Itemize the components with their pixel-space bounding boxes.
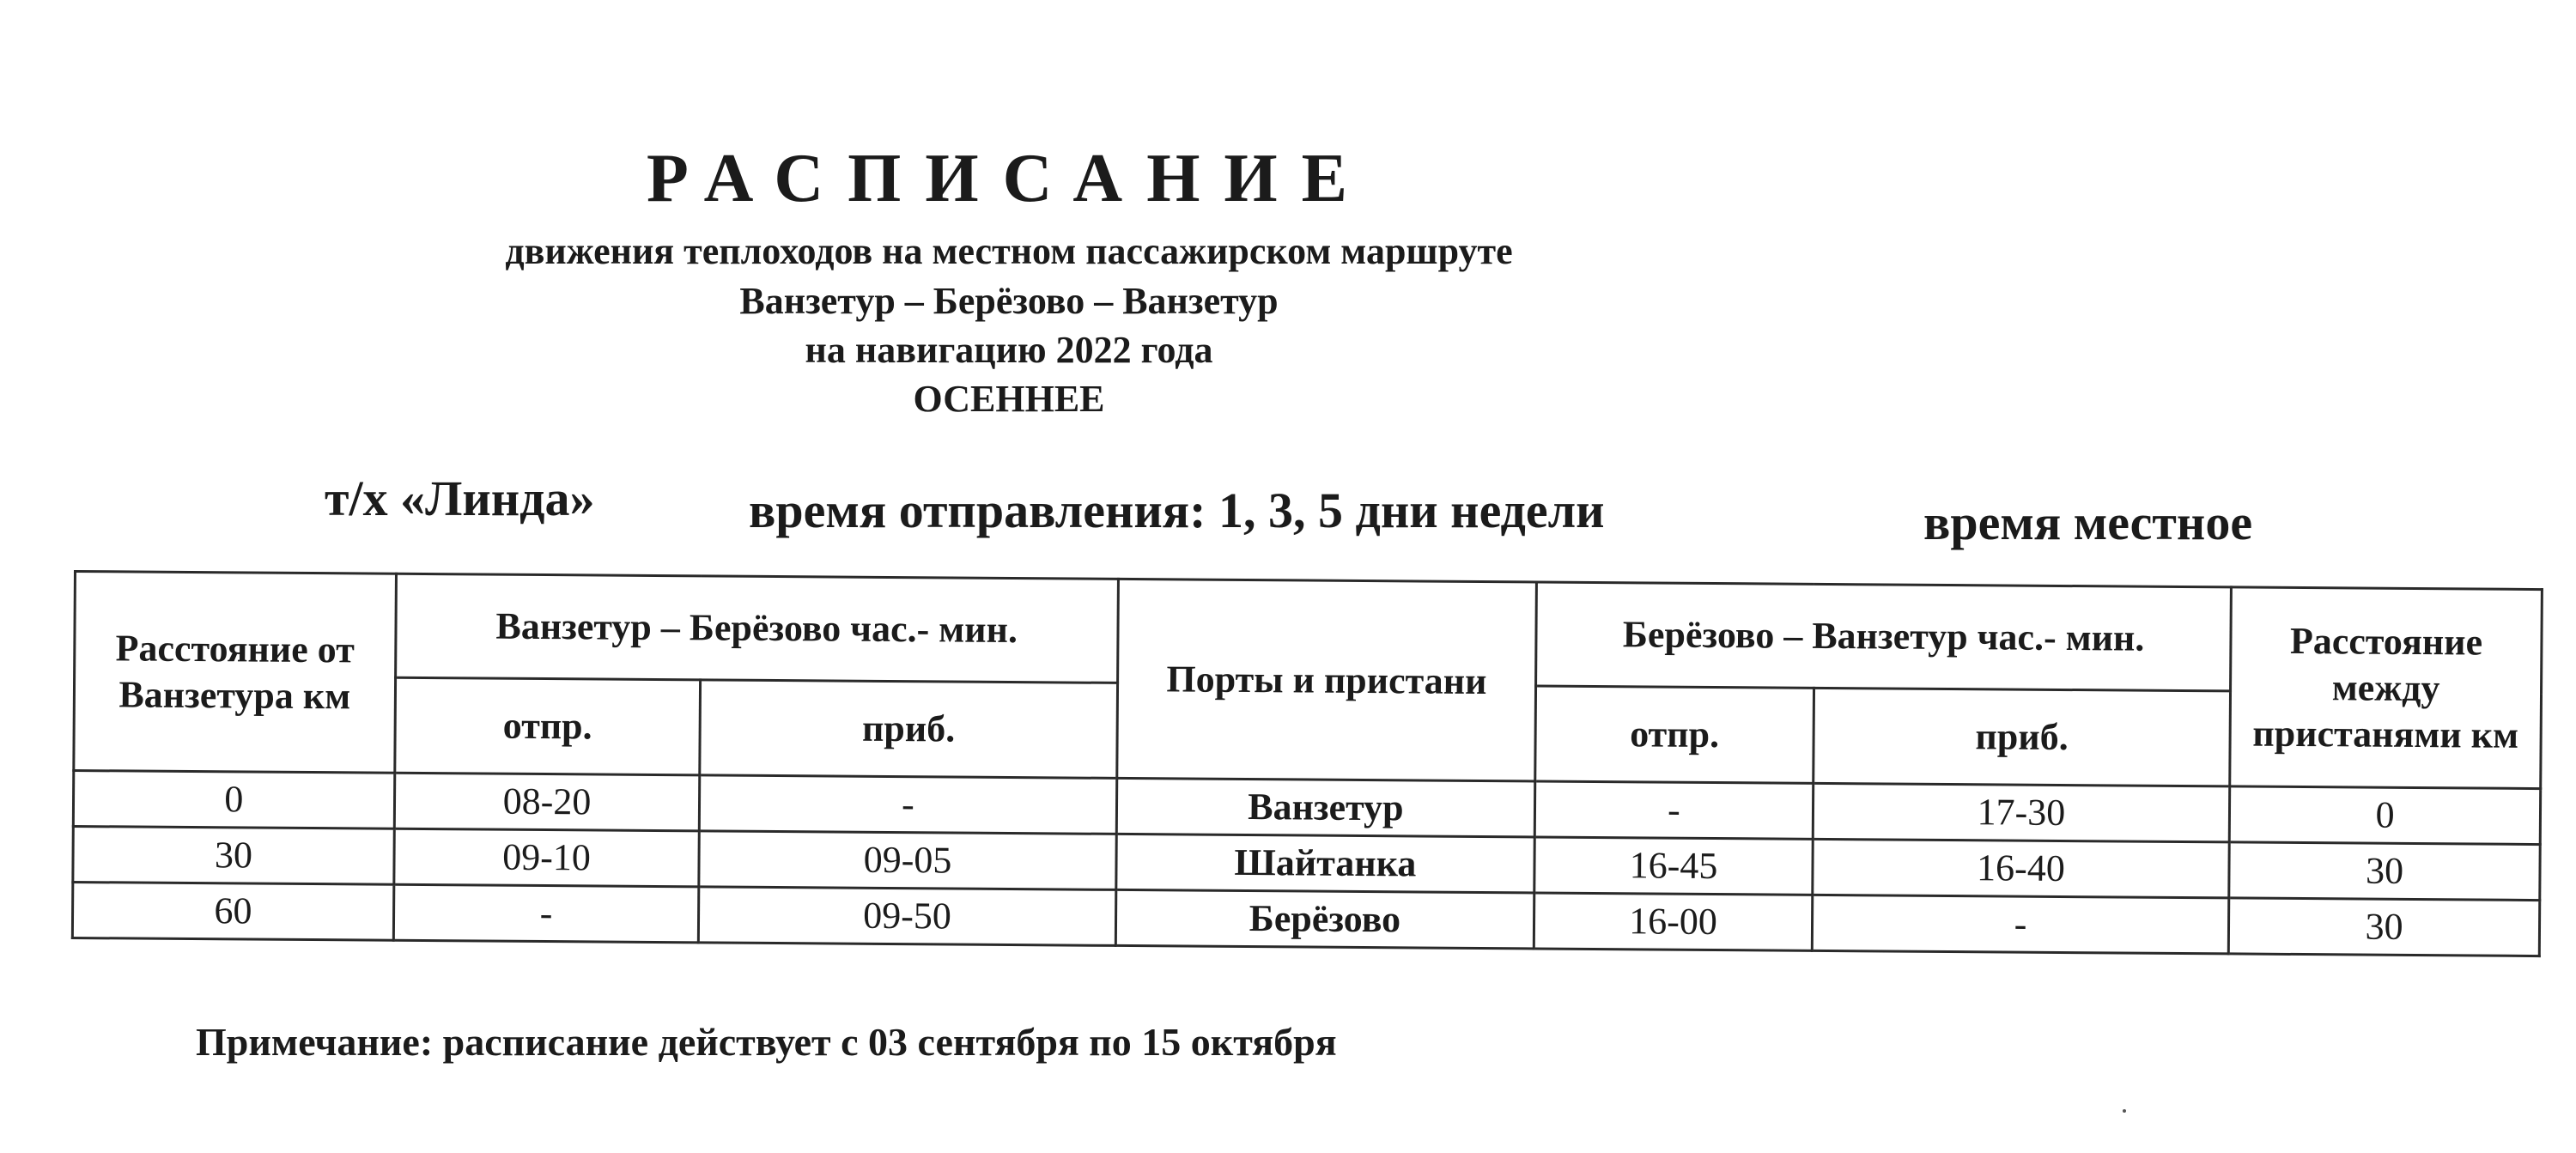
header-back-direction: Берёзово – Ванзетур час.- мин. bbox=[1536, 582, 2232, 691]
cell-distance-between: 30 bbox=[2228, 898, 2539, 956]
cell-forward-departure: 09-10 bbox=[394, 828, 700, 887]
cell-back-departure: 16-45 bbox=[1534, 837, 1813, 895]
header-forward-departure: отпр. bbox=[395, 677, 701, 775]
validity-note: Примечание: расписание действует с 03 сентября по 15 октября bbox=[196, 1020, 1337, 1064]
header-ports: Порты и пристани bbox=[1116, 579, 1536, 781]
cell-port: Ванзетур bbox=[1116, 778, 1535, 837]
cell-forward-arrival: - bbox=[700, 775, 1117, 834]
header-distance-between: Расстояние между пристанями км bbox=[2230, 587, 2543, 789]
cell-back-arrival: 17-30 bbox=[1813, 783, 2230, 842]
header-forward-direction: Ванзетур – Берёзово час.- мин. bbox=[395, 573, 1118, 683]
cell-distance: 30 bbox=[73, 827, 394, 885]
header-distance-from: Расстояние от Ванзетура км bbox=[74, 572, 396, 774]
subtitle-route-type: движения теплоходов на местном пассажирском маршруте bbox=[505, 230, 1513, 272]
cell-back-arrival: 16-40 bbox=[1813, 839, 2230, 898]
cell-port: Берёзово bbox=[1115, 889, 1534, 949]
cell-back-departure: - bbox=[1534, 781, 1813, 839]
vessel-name: т/х «Линда» bbox=[325, 470, 595, 526]
cell-port: Шайтанка bbox=[1115, 834, 1534, 893]
cell-back-departure: 16-00 bbox=[1534, 893, 1812, 950]
departure-days: время отправления: 1, 3, 5 дни недели bbox=[749, 482, 1605, 538]
header-forward-arrival: приб. bbox=[700, 680, 1117, 779]
document-title: РАСПИСАНИЕ bbox=[646, 141, 1372, 216]
header-back-departure: отпр. bbox=[1535, 686, 1814, 783]
cell-forward-departure: - bbox=[393, 884, 699, 943]
cell-distance: 0 bbox=[73, 771, 394, 829]
subtitle-route: Ванзетур – Берёзово – Ванзетур bbox=[739, 280, 1279, 322]
header-back-arrival: приб. bbox=[1814, 688, 2231, 786]
subtitle-season: ОСЕННЕЕ bbox=[913, 378, 1105, 420]
cell-distance: 60 bbox=[72, 883, 393, 941]
cell-forward-departure: 08-20 bbox=[394, 773, 700, 831]
cell-distance-between: 0 bbox=[2229, 786, 2540, 845]
schedule-table bbox=[71, 570, 2543, 957]
cell-forward-arrival: 09-05 bbox=[699, 831, 1116, 890]
scan-speck bbox=[2123, 1109, 2126, 1113]
subtitle-navigation-year: на навигацию 2022 года bbox=[805, 329, 1213, 371]
cell-back-arrival: - bbox=[1812, 895, 2229, 954]
local-time-note: время местное bbox=[1923, 495, 2253, 550]
cell-forward-arrival: 09-50 bbox=[699, 887, 1116, 946]
cell-distance-between: 30 bbox=[2229, 842, 2540, 901]
